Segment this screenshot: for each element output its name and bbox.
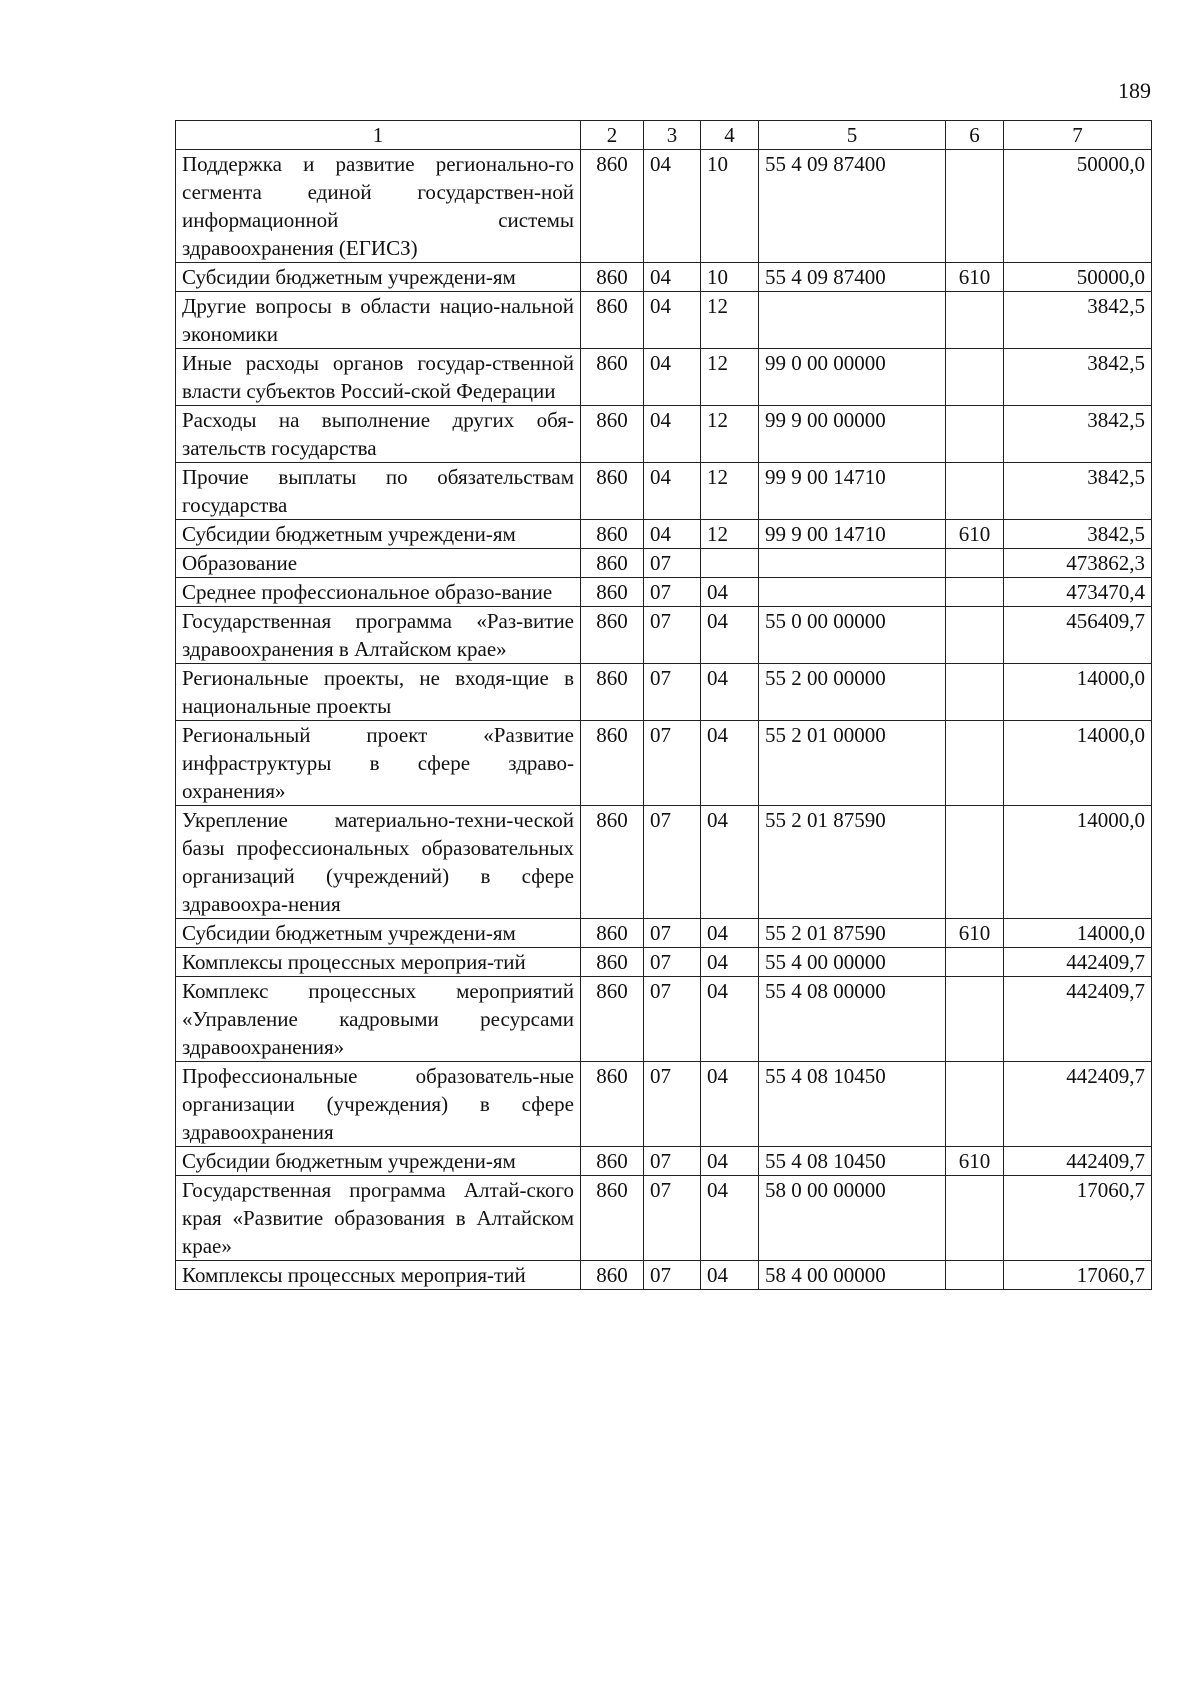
target-article-cell: 55 4 00 00000 bbox=[759, 948, 946, 977]
column-header-5: 5 bbox=[759, 121, 946, 150]
amount-cell: 442409,7 bbox=[1004, 948, 1152, 977]
ministry-cell: 860 bbox=[581, 1147, 644, 1176]
ministry-cell: 860 bbox=[581, 948, 644, 977]
ministry-cell: 860 bbox=[581, 292, 644, 349]
expense-type-cell bbox=[946, 549, 1004, 578]
section-cell: 07 bbox=[644, 1062, 701, 1147]
amount-cell: 14000,0 bbox=[1004, 721, 1152, 806]
name-cell: Среднее профессиональное образо-вание bbox=[176, 578, 581, 607]
expense-type-cell bbox=[946, 948, 1004, 977]
target-article-cell: 55 2 01 00000 bbox=[759, 721, 946, 806]
table-body bbox=[176, 150, 1152, 1290]
target-article-cell bbox=[759, 578, 946, 607]
section-cell: 07 bbox=[644, 578, 701, 607]
subsection-cell: 04 bbox=[701, 721, 759, 806]
subsection-cell: 04 bbox=[701, 607, 759, 664]
ministry-cell: 860 bbox=[581, 1261, 644, 1290]
ministry-cell: 860 bbox=[581, 977, 644, 1062]
name-cell: Комплексы процессных мероприя-тий bbox=[176, 948, 581, 977]
subsection-cell: 10 bbox=[701, 150, 759, 263]
name-cell: Образование bbox=[176, 549, 581, 578]
expense-type-cell: 610 bbox=[946, 919, 1004, 948]
column-header-3: 3 bbox=[644, 121, 701, 150]
ministry-cell: 860 bbox=[581, 406, 644, 463]
target-article-cell: 58 0 00 00000 bbox=[759, 1176, 946, 1261]
ministry-cell: 860 bbox=[581, 1062, 644, 1147]
expense-type-cell bbox=[946, 150, 1004, 263]
expense-type-cell bbox=[946, 463, 1004, 520]
subsection-cell bbox=[701, 549, 759, 578]
ministry-cell: 860 bbox=[581, 520, 644, 549]
section-cell: 04 bbox=[644, 520, 701, 549]
ministry-cell: 860 bbox=[581, 1176, 644, 1261]
amount-cell: 456409,7 bbox=[1004, 607, 1152, 664]
amount-cell: 50000,0 bbox=[1004, 150, 1152, 263]
column-header-4: 4 bbox=[701, 121, 759, 150]
table-row bbox=[176, 1176, 1152, 1261]
expense-type-cell: 610 bbox=[946, 263, 1004, 292]
section-cell: 04 bbox=[644, 263, 701, 292]
subsection-cell: 04 bbox=[701, 578, 759, 607]
subsection-cell: 04 bbox=[701, 1176, 759, 1261]
expense-type-cell bbox=[946, 578, 1004, 607]
ministry-cell: 860 bbox=[581, 263, 644, 292]
section-cell: 07 bbox=[644, 1147, 701, 1176]
table-row bbox=[176, 292, 1152, 349]
subsection-cell: 12 bbox=[701, 463, 759, 520]
amount-cell: 442409,7 bbox=[1004, 977, 1152, 1062]
section-cell: 07 bbox=[644, 1176, 701, 1261]
expense-type-cell: 610 bbox=[946, 1147, 1004, 1176]
section-cell: 04 bbox=[644, 463, 701, 520]
ministry-cell: 860 bbox=[581, 607, 644, 664]
section-cell: 07 bbox=[644, 977, 701, 1062]
target-article-cell bbox=[759, 549, 946, 578]
subsection-cell: 12 bbox=[701, 520, 759, 549]
ministry-cell: 860 bbox=[581, 578, 644, 607]
subsection-cell: 04 bbox=[701, 977, 759, 1062]
amount-cell: 442409,7 bbox=[1004, 1062, 1152, 1147]
table-row bbox=[176, 1062, 1152, 1147]
name-cell: Другие вопросы в области нацио-нальной экономики bbox=[176, 292, 581, 349]
target-article-cell: 99 9 00 14710 bbox=[759, 463, 946, 520]
subsection-cell: 10 bbox=[701, 263, 759, 292]
target-article-cell: 55 4 08 00000 bbox=[759, 977, 946, 1062]
table-row bbox=[176, 721, 1152, 806]
name-cell: Государственная программа «Раз-витие здравоохранения в Алтайском крае» bbox=[176, 607, 581, 664]
amount-cell: 14000,0 bbox=[1004, 664, 1152, 721]
section-cell: 07 bbox=[644, 806, 701, 919]
header-row bbox=[176, 121, 1152, 150]
ministry-cell: 860 bbox=[581, 664, 644, 721]
ministry-cell: 860 bbox=[581, 806, 644, 919]
amount-cell: 17060,7 bbox=[1004, 1176, 1152, 1261]
table-row bbox=[176, 549, 1152, 578]
name-cell: Региональный проект «Развитие инфраструктуры в сфере здраво-охранения» bbox=[176, 721, 581, 806]
target-article-cell: 99 0 00 00000 bbox=[759, 349, 946, 406]
amount-cell: 473862,3 bbox=[1004, 549, 1152, 578]
subsection-cell: 12 bbox=[701, 349, 759, 406]
name-cell: Государственная программа Алтай-ского края «Развитие образования в Алтайском крае» bbox=[176, 1176, 581, 1261]
budget-table bbox=[175, 120, 1152, 1290]
subsection-cell: 04 bbox=[701, 664, 759, 721]
expense-type-cell bbox=[946, 1176, 1004, 1261]
section-cell: 07 bbox=[644, 948, 701, 977]
expense-type-cell bbox=[946, 1261, 1004, 1290]
column-header-1: 1 bbox=[176, 121, 581, 150]
section-cell: 07 bbox=[644, 919, 701, 948]
table-row bbox=[176, 463, 1152, 520]
table-row bbox=[176, 520, 1152, 549]
amount-cell: 14000,0 bbox=[1004, 806, 1152, 919]
target-article-cell: 55 2 01 87590 bbox=[759, 806, 946, 919]
ministry-cell: 860 bbox=[581, 150, 644, 263]
table-row bbox=[176, 806, 1152, 919]
target-article-cell bbox=[759, 292, 946, 349]
target-article-cell: 55 4 09 87400 bbox=[759, 263, 946, 292]
name-cell: Субсидии бюджетным учреждени-ям bbox=[176, 1147, 581, 1176]
expense-type-cell bbox=[946, 349, 1004, 406]
section-cell: 07 bbox=[644, 1261, 701, 1290]
section-cell: 07 bbox=[644, 721, 701, 806]
name-cell: Иные расходы органов государ-ственной власти субъектов Россий-ской Федерации bbox=[176, 349, 581, 406]
table-row bbox=[176, 607, 1152, 664]
subsection-cell: 04 bbox=[701, 1261, 759, 1290]
name-cell: Комплексы процессных мероприя-тий bbox=[176, 1261, 581, 1290]
section-cell: 07 bbox=[644, 549, 701, 578]
name-cell: Субсидии бюджетным учреждени-ям bbox=[176, 520, 581, 549]
expense-type-cell bbox=[946, 721, 1004, 806]
expense-type-cell bbox=[946, 292, 1004, 349]
name-cell: Региональные проекты, не входя-щие в национальные проекты bbox=[176, 664, 581, 721]
target-article-cell: 55 2 00 00000 bbox=[759, 664, 946, 721]
target-article-cell: 58 4 00 00000 bbox=[759, 1261, 946, 1290]
section-cell: 07 bbox=[644, 664, 701, 721]
amount-cell: 3842,5 bbox=[1004, 520, 1152, 549]
subsection-cell: 04 bbox=[701, 1147, 759, 1176]
table-header bbox=[176, 121, 1152, 150]
target-article-cell: 55 4 08 10450 bbox=[759, 1147, 946, 1176]
amount-cell: 50000,0 bbox=[1004, 263, 1152, 292]
subsection-cell: 12 bbox=[701, 292, 759, 349]
amount-cell: 473470,4 bbox=[1004, 578, 1152, 607]
subsection-cell: 04 bbox=[701, 806, 759, 919]
subsection-cell: 04 bbox=[701, 1062, 759, 1147]
amount-cell: 3842,5 bbox=[1004, 292, 1152, 349]
section-cell: 04 bbox=[644, 406, 701, 463]
page-number: 189 bbox=[1118, 78, 1151, 103]
section-cell: 07 bbox=[644, 607, 701, 664]
table-row bbox=[176, 263, 1152, 292]
subsection-cell: 04 bbox=[701, 919, 759, 948]
ministry-cell: 860 bbox=[581, 349, 644, 406]
expense-type-cell bbox=[946, 607, 1004, 664]
column-header-7: 7 bbox=[1004, 121, 1152, 150]
name-cell: Профессиональные образователь-ные организации (учреждения) в сфере здравоохранения bbox=[176, 1062, 581, 1147]
expense-type-cell bbox=[946, 664, 1004, 721]
section-cell: 04 bbox=[644, 349, 701, 406]
column-header-2: 2 bbox=[581, 121, 644, 150]
table-row bbox=[176, 150, 1152, 263]
ministry-cell: 860 bbox=[581, 919, 644, 948]
column-header-6: 6 bbox=[946, 121, 1004, 150]
amount-cell: 3842,5 bbox=[1004, 349, 1152, 406]
table-row bbox=[176, 948, 1152, 977]
expense-type-cell: 610 bbox=[946, 520, 1004, 549]
ministry-cell: 860 bbox=[581, 721, 644, 806]
table-row bbox=[176, 977, 1152, 1062]
name-cell: Субсидии бюджетным учреждени-ям bbox=[176, 263, 581, 292]
subsection-cell: 12 bbox=[701, 406, 759, 463]
amount-cell: 17060,7 bbox=[1004, 1261, 1152, 1290]
name-cell: Поддержка и развитие регионально-го сегмента единой государствен-ной информационной системы здравоохранения (ЕГИСЗ) bbox=[176, 150, 581, 263]
target-article-cell: 55 4 08 10450 bbox=[759, 1062, 946, 1147]
table-row bbox=[176, 578, 1152, 607]
target-article-cell: 99 9 00 14710 bbox=[759, 520, 946, 549]
table-row bbox=[176, 664, 1152, 721]
amount-cell: 3842,5 bbox=[1004, 406, 1152, 463]
name-cell: Субсидии бюджетным учреждени-ям bbox=[176, 919, 581, 948]
expense-type-cell bbox=[946, 1062, 1004, 1147]
section-cell: 04 bbox=[644, 292, 701, 349]
amount-cell: 3842,5 bbox=[1004, 463, 1152, 520]
section-cell: 04 bbox=[644, 150, 701, 263]
name-cell: Комплекс процессных мероприятий «Управление кадровыми ресурсами здравоохранения» bbox=[176, 977, 581, 1062]
table-row bbox=[176, 919, 1152, 948]
amount-cell: 442409,7 bbox=[1004, 1147, 1152, 1176]
expense-type-cell bbox=[946, 806, 1004, 919]
target-article-cell: 99 9 00 00000 bbox=[759, 406, 946, 463]
table-row bbox=[176, 349, 1152, 406]
table-row bbox=[176, 1147, 1152, 1176]
name-cell: Расходы на выполнение других обя-зательств государства bbox=[176, 406, 581, 463]
table-row bbox=[176, 1261, 1152, 1290]
expense-type-cell bbox=[946, 977, 1004, 1062]
target-article-cell: 55 0 00 00000 bbox=[759, 607, 946, 664]
target-article-cell: 55 2 01 87590 bbox=[759, 919, 946, 948]
name-cell: Прочие выплаты по обязательствам государства bbox=[176, 463, 581, 520]
amount-cell: 14000,0 bbox=[1004, 919, 1152, 948]
subsection-cell: 04 bbox=[701, 948, 759, 977]
target-article-cell: 55 4 09 87400 bbox=[759, 150, 946, 263]
ministry-cell: 860 bbox=[581, 549, 644, 578]
table-row bbox=[176, 406, 1152, 463]
name-cell: Укрепление материально-техни-ческой базы профессиональных образовательных организаций (учреждений) в сфере здравоохра-нения bbox=[176, 806, 581, 919]
ministry-cell: 860 bbox=[581, 463, 644, 520]
expense-type-cell bbox=[946, 406, 1004, 463]
